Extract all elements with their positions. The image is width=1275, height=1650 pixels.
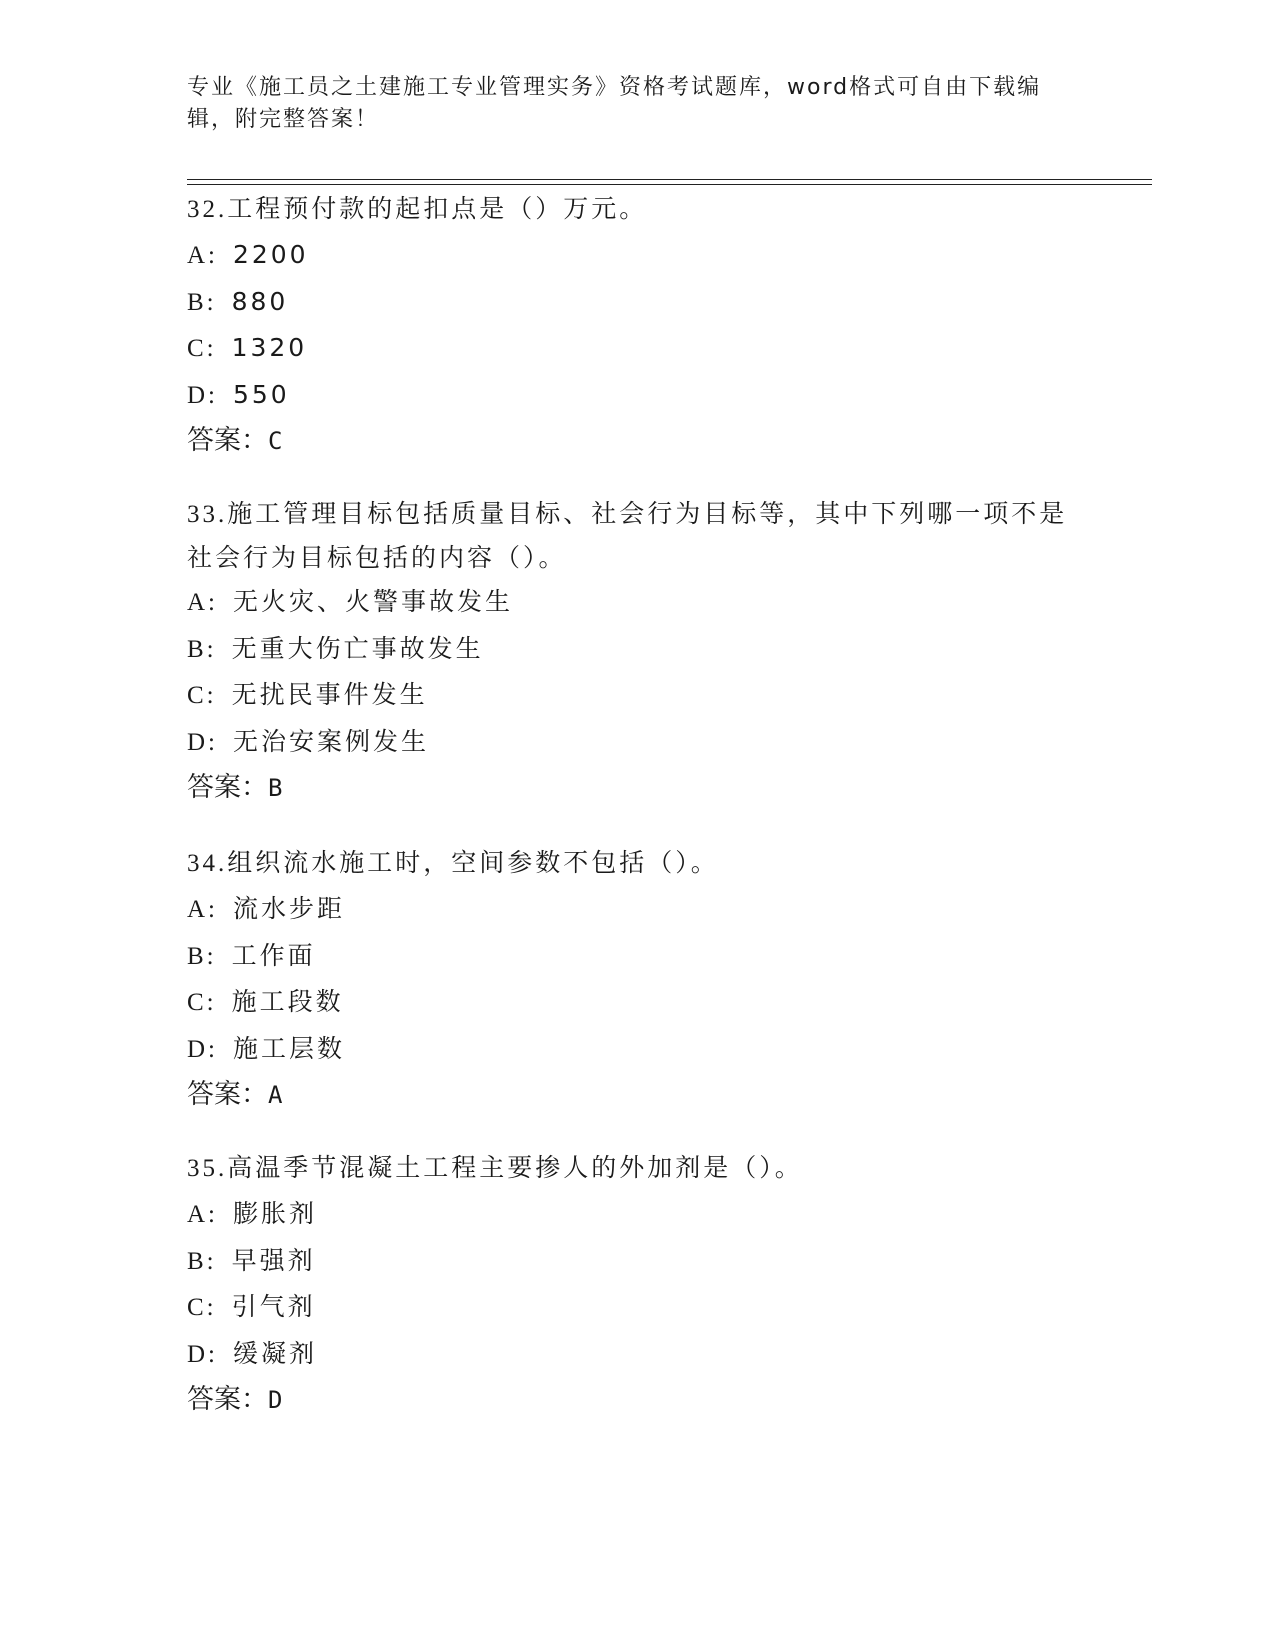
question-35 [187, 1145, 1087, 1423]
answer-line [187, 1072, 1087, 1118]
question-stem [187, 840, 1087, 886]
option-letter: B: [187, 288, 217, 316]
option-text: 引气剂 [231, 1292, 316, 1321]
question-number: 32. [187, 196, 228, 223]
option-a [187, 579, 1087, 626]
option-letter: B: [187, 635, 217, 663]
header-divider-top [187, 179, 1152, 180]
option-letter: C: [187, 989, 217, 1016]
option-letter: D: [187, 381, 218, 409]
option-b [187, 279, 1087, 326]
question-stem [187, 186, 1087, 232]
option-text: 无扰民事件发生 [231, 680, 428, 709]
option-d [187, 1026, 1087, 1073]
option-text: 膨胀剂 [232, 1199, 317, 1228]
question-text: 组织流水施工时，空间参数不包括（）。 [227, 848, 719, 877]
question-34 [187, 840, 1087, 1118]
option-text: 550 [232, 379, 290, 409]
answer-line [187, 418, 1087, 464]
option-letter: C: [187, 1294, 217, 1321]
answer-label: 答案： [187, 425, 268, 456]
option-text: 无火灾、火警事故发生 [232, 587, 513, 616]
question-text: 工程预付款的起扣点是（）万元。 [227, 194, 648, 223]
question-number: 34. [187, 850, 228, 877]
answer-value: C [268, 427, 283, 455]
option-text: 无重大伤亡事故发生 [231, 633, 484, 663]
option-text: 1320 [231, 333, 308, 362]
option-text: 2200 [232, 240, 309, 269]
header-title-line1: 专业《施工员之土建施工专业管理实务》资格考试题库，word格式可自由下载编 [187, 75, 1042, 100]
option-letter: B: [187, 942, 217, 970]
option-letter: A: [187, 896, 218, 923]
option-text: 施工段数 [231, 987, 344, 1016]
option-text: 施工层数 [232, 1033, 345, 1063]
option-letter: D: [187, 1340, 218, 1368]
option-text: 流水步距 [232, 894, 345, 923]
option-b [187, 1238, 1087, 1285]
option-letter: A: [187, 1201, 218, 1228]
question-stem [187, 492, 1087, 579]
document-header [187, 72, 1067, 136]
option-text: 缓凝剂 [232, 1338, 317, 1368]
option-letter: A: [187, 589, 218, 616]
option-text: 880 [231, 286, 289, 316]
header-divider-bottom [187, 184, 1152, 185]
option-text: 早强剂 [231, 1245, 316, 1275]
option-letter: B: [187, 1247, 217, 1275]
question-stem [187, 1145, 1087, 1191]
option-a [187, 886, 1087, 933]
answer-label: 答案： [187, 1384, 268, 1415]
option-letter: C: [187, 682, 217, 709]
option-text: 无治安案例发生 [232, 726, 429, 756]
option-letter: D: [187, 728, 218, 756]
option-c [187, 325, 1087, 372]
option-b [187, 626, 1087, 673]
option-a [187, 1191, 1087, 1238]
question-number: 33. [187, 501, 228, 528]
option-letter: C: [187, 335, 217, 362]
option-a [187, 232, 1087, 279]
option-d [187, 719, 1087, 766]
option-c [187, 672, 1087, 719]
option-c [187, 979, 1087, 1026]
answer-value: A [268, 1081, 283, 1109]
question-text: 施工管理目标包括质量目标、社会行为目标等，其中下列哪一项不是社会行为目标包括的内容（）。 [187, 499, 1068, 572]
answer-value: D [268, 1386, 283, 1414]
option-b [187, 933, 1087, 980]
answer-label: 答案： [187, 1079, 268, 1110]
header-title-line2: 辑，附完整答案！ [187, 107, 380, 132]
option-c [187, 1284, 1087, 1331]
answer-line [187, 1377, 1087, 1423]
option-letter: D: [187, 1035, 218, 1063]
answer-line [187, 765, 1087, 811]
answer-value: B [268, 774, 283, 802]
question-32 [187, 186, 1087, 464]
question-text: 高温季节混凝土工程主要掺人的外加剂是（）。 [227, 1153, 803, 1182]
option-d [187, 372, 1087, 419]
option-text: 工作面 [231, 940, 316, 970]
answer-label: 答案： [187, 772, 268, 803]
question-number: 35. [187, 1155, 228, 1182]
question-33 [187, 492, 1087, 811]
option-d [187, 1331, 1087, 1378]
option-letter: A: [187, 242, 218, 269]
